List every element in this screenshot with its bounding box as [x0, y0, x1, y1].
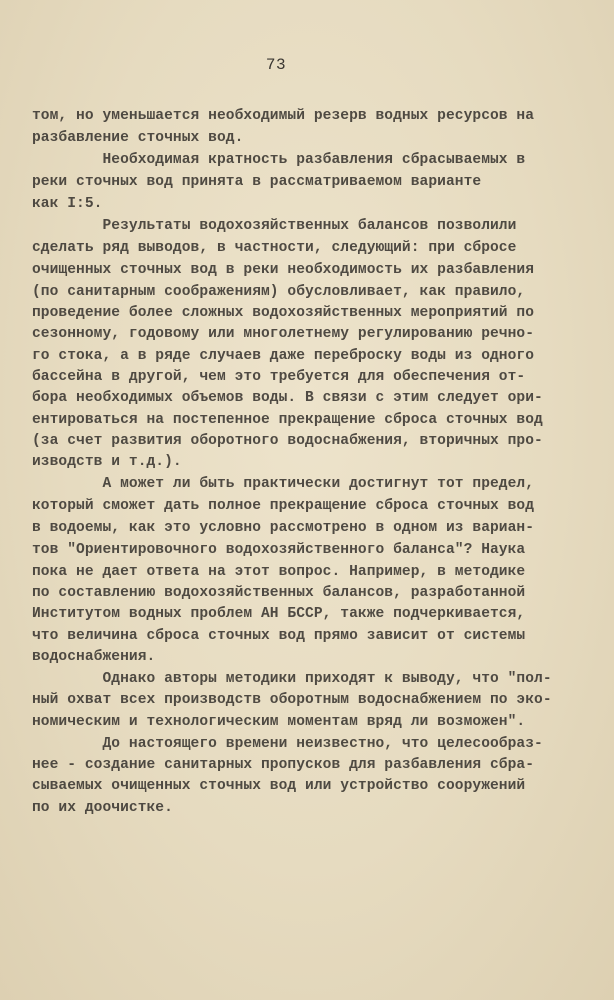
text-line: который сможет дать полное прекращение сброса сточных вод — [32, 498, 535, 514]
text-line: пока не дает ответа на этот вопрос. Например, в методике — [32, 564, 526, 580]
text-line: Необходимая кратность разбавления сбрасываемых в — [32, 152, 526, 168]
text-line: Результаты водохозяйственных балансов позволили — [32, 218, 517, 234]
text-line: водоснабжения. — [32, 649, 156, 665]
text-line: го стока, а в ряде случаев даже переброску воды из одного — [32, 348, 535, 364]
text-line: как I:5. — [32, 196, 103, 212]
text-line: ентироваться на постепенное прекращение сброса сточных вод — [32, 412, 543, 428]
text-line: изводств и т.д.). — [32, 454, 182, 470]
text-line: Однако авторы методики приходят к выводу, что "пол- — [32, 671, 552, 687]
text-line: том, но уменьшается необходимый резерв водных ресурсов на — [32, 108, 535, 124]
text-line: бора необходимых объемов воды. В связи с этим следует ори- — [32, 390, 543, 406]
text-line: сезонному, годовому или многолетнему регулированию речно- — [32, 326, 535, 342]
text-line: (по санитарным соображениям) обусловливает, как правило, — [32, 284, 526, 300]
text-line: что величина сброса сточных вод прямо зависит от системы — [32, 628, 526, 644]
text-line: в водоемы, как это условно рассмотрено в одном из вариан- — [32, 520, 535, 536]
text-line: разбавление сточных вод. — [32, 130, 244, 146]
text-line: очищенных сточных вод в реки необходимость их разбавления — [32, 262, 535, 278]
text-line: номическим и технологическим моментам вряд ли возможен". — [32, 714, 526, 730]
text-line: До настоящего времени неизвестно, что целесообраз- — [32, 736, 543, 752]
text-line: сделать ряд выводов, в частности, следующий: при сбросе — [32, 240, 517, 256]
text-line: по их доочистке. — [32, 800, 173, 816]
text-line: (за счет развития оборотного водоснабжения, вторичных про- — [32, 433, 543, 449]
text-line: бассейна в другой, чем это требуется для обеспечения от- — [32, 369, 526, 385]
text-line: по составлению водохозяйственных балансов, разработанной — [32, 585, 526, 601]
text-line: нее - создание санитарных пропусков для разбавления сбра- — [32, 757, 535, 773]
text-line: проведение более сложных водохозяйственных мероприятий по — [32, 305, 535, 321]
text-line: ный охват всех производств оборотным водоснабжением по эко- — [32, 692, 552, 708]
text-line: реки сточных вод принята в рассматриваемом варианте — [32, 174, 482, 190]
text-line: Институтом водных проблем АН БССР, также подчеркивается, — [32, 606, 526, 622]
text-line: сываемых очищенных сточных вод или устройство сооружений — [32, 778, 526, 794]
text-line: тов "Ориентировочного водохозяйственного баланса"? Наука — [32, 542, 526, 558]
page-number: 73 — [265, 56, 287, 74]
text-line: А может ли быть практически достигнут тот предел, — [32, 476, 535, 492]
